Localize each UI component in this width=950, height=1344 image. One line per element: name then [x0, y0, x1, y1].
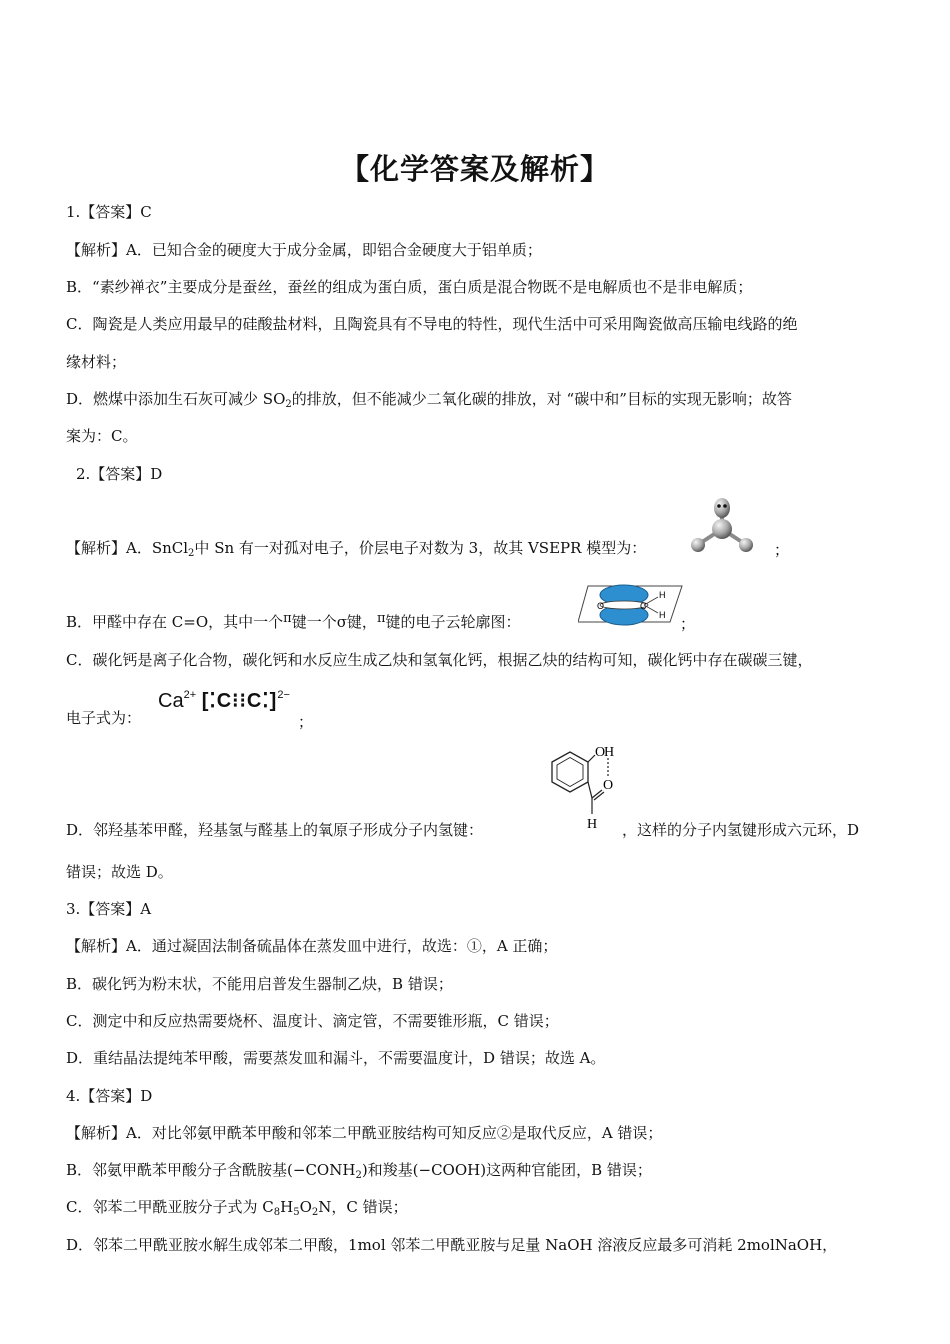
q2-analysis-b: B．甲醛中存在 C=O，其中一个$^\pi$键一个σ键，$^\pi$键的电子云轮廓图： [66, 611, 521, 631]
q2-answer: 2.【答案】D [76, 465, 163, 483]
q2-analysis-d-line1: D．邻羟基苯甲醛，羟基氢与醛基上的氧原子形成分子内氢键： [66, 821, 484, 839]
q2-analysis-d-line2: 错误；故选 D。 [66, 863, 173, 881]
o-hydroxybenzaldehyde-figure [530, 740, 630, 832]
calcium-carbide-electron-formula: $Ca^{2+}$ [⁚C⁝⁝C⁚]$^{2-}$ [158, 689, 290, 712]
q3-analysis-c: C．测定中和反应热需要烧杯、温度计、滴定管，不需要锥形瓶，C 错误； [66, 1012, 559, 1030]
q2-analysis-a: 【解析】A．SnCl$_2$中 Sn 有一对孤对电子，价层电子对数为 3，故其 VSEPR 模型为： [66, 539, 647, 559]
label-h-bottom: H [659, 610, 666, 620]
pi-bond-cloud-figure [578, 578, 686, 632]
q2-analysis-c-line1: C．碳化钙是离子化合物，碳化钙和水反应生成乙炔和氢氧化钙，根据乙炔的结构可知，碳化钙中存在碳碳三键， [66, 651, 813, 669]
label-h-hydroxyl: H [604, 745, 615, 760]
q2-b-end: ； [680, 615, 696, 633]
q4-analysis-d: D．邻苯二甲酰亚胺水解生成邻苯二甲酸，1mol 邻苯二甲酰亚胺与足量 NaOH 溶液反应最多可消耗 2molNaOH， [66, 1236, 838, 1254]
q1-analysis-c-line1: C．陶瓷是人类应用最早的硅酸盐材料，且陶瓷具有不导电的特性，现代生活中可采用陶瓷做高压输电线路的绝 [66, 315, 798, 333]
q2-c-end: ； [298, 713, 314, 731]
q4-analysis-b: B．邻氨甲酰苯甲酸分子含酰胺基$(-CONH_2)$和羧基(−COOH)这两种官能团，B 错误； [66, 1161, 652, 1181]
label-o: O [597, 601, 605, 611]
label-o-aldehyde: O [603, 778, 614, 793]
q2-a-end: ； [774, 541, 790, 559]
q3-analysis-a: 【解析】A．通过凝固法制备硫晶体在蒸发皿中进行，故选：①，A 正确； [66, 937, 558, 955]
vsepr-model-figure [686, 496, 766, 558]
q4-analysis-c: C．邻苯二甲酰亚胺分子式为 $C_8H_5O_2N$，C 错误； [66, 1198, 408, 1218]
q1-analysis-c-line2: 缘材料； [66, 353, 127, 371]
q2-analysis-d-line1-tail: ，这样的分子内氢键形成六元环，D [622, 821, 860, 839]
label-h-aldehyde: H [587, 817, 598, 832]
label-h-top: H [659, 590, 666, 600]
q2-analysis-c-line2: 电子式为： [66, 709, 142, 727]
page-title: 【化学答案及解析】 [339, 152, 610, 186]
q3-analysis-b: B．碳化钙为粉末状，不能用启普发生器制乙炔，B 错误； [66, 975, 453, 993]
label-c: C [640, 601, 647, 611]
q1-answer: 1.【答案】C [66, 203, 152, 221]
label-o-hydroxyl: O [595, 745, 606, 760]
q4-answer: 4.【答案】D [66, 1087, 153, 1105]
q3-analysis-d: D．重结晶法提纯苯甲酸，需要蒸发皿和漏斗，不需要温度计，D 错误；故选 A。 [66, 1049, 606, 1067]
q1-analysis-d-line1: D．燃煤中添加生石灰可减少 $SO_2$的排放，但不能减少二氧化碳的排放，对 “碳中和”目标的实现无影响；故答 [66, 390, 792, 410]
q4-analysis-a: 【解析】A．对比邻氨甲酰苯甲酸和邻苯二甲酰亚胺结构可知反应②是取代反应，A 错误； [66, 1124, 663, 1142]
q1-analysis-b: B．“素纱禅衣”主要成分是蚕丝，蚕丝的组成为蛋白质，蛋白质是混合物既不是电解质也不是非电解质； [66, 278, 753, 296]
q3-answer: 3.【答案】A [66, 900, 152, 918]
q1-analysis-d-line2: 案为：C。 [66, 427, 138, 445]
q1-analysis-a: 【解析】A．已知合金的硬度大于成分金属，即铝合金硬度大于铝单质； [66, 241, 542, 259]
